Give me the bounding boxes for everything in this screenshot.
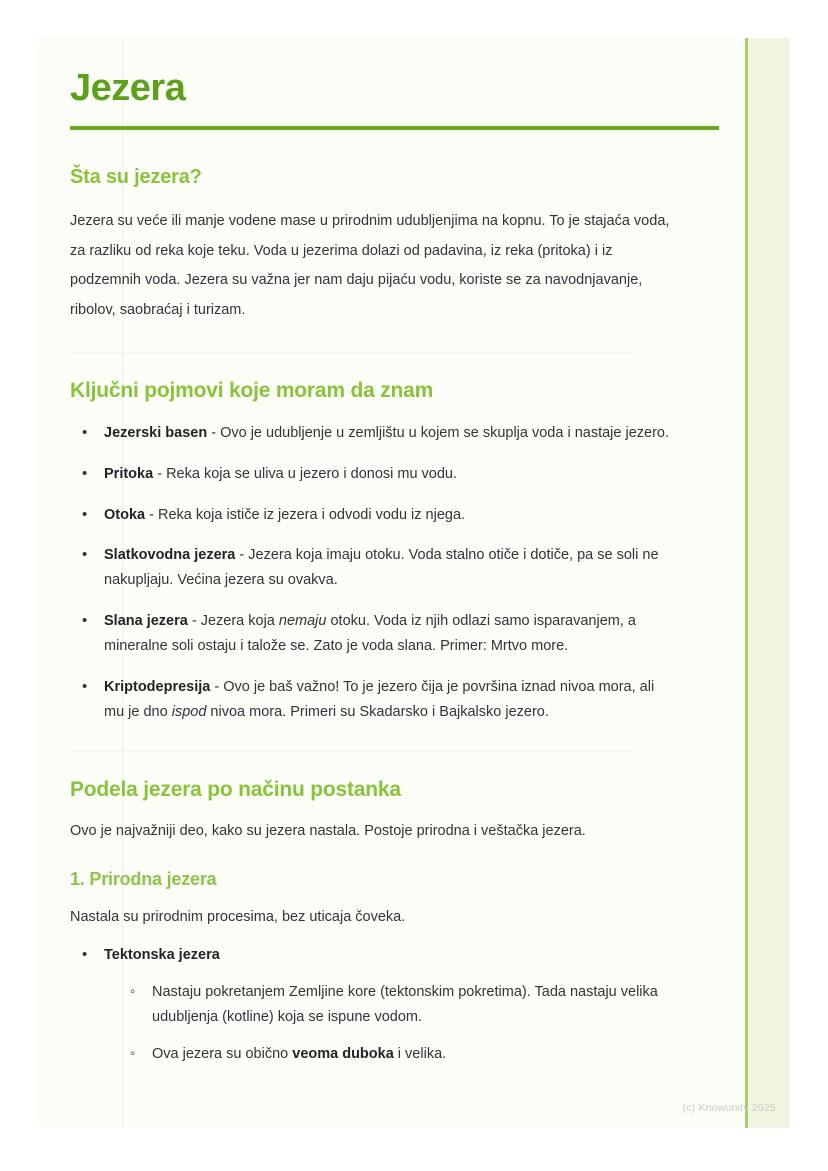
document-page: [36, 38, 790, 1128]
document-content: [70, 38, 670, 1083]
heading-prirodna-jezera: 1. Prirodna jezera: [70, 869, 217, 890]
heading-kljucni-pojmovi: Ključni pojmovi koje moram da znam: [70, 378, 434, 402]
list-item: [80, 543, 670, 593]
term-text-after: nivoa mora. Primeri su Skadarsko i Bajkalsko jezero.: [206, 704, 549, 721]
list-item: [80, 462, 670, 487]
term-label: Jezerski basen: [104, 424, 208, 441]
natural-lakes-list: [80, 943, 670, 1067]
nested-text: Nastaju pokretanjem Zemljine kore (tektonskim pokretima). Tada nastaju velika udubljenja (kotline) koja se ispune vodom.: [152, 984, 658, 1026]
term-label: Kriptodepresija: [104, 679, 211, 696]
term-text: Reka koja ističe iz jezera i odvodi vodu iz njega.: [157, 506, 466, 523]
heading-podela-jezera: Podela jezera po načinu postanka: [70, 778, 401, 802]
term-dash: -: [235, 547, 249, 564]
heading-sta-su-jezera: Šta su jezera?: [70, 165, 202, 188]
term-dash: -: [207, 424, 221, 441]
term-dash: -: [145, 506, 158, 523]
nested-list: [130, 980, 670, 1067]
copyright-watermark: (c) Knowunity 2025: [682, 1102, 776, 1114]
spacer: [70, 843, 670, 869]
list-item: [130, 1042, 670, 1067]
section-divider-2: [70, 751, 636, 752]
accent-band: [748, 38, 790, 1128]
subsection-paragraph: Nastala su prirodnim procesima, bez uticaja čoveka.: [70, 909, 406, 926]
term-text: Ovo je baš važno! To je jezero čija je površina iznad nivoa mora, ali mu je dno: [104, 679, 655, 721]
term-text: Jezera koja imaju otoku. Voda stalno otiče i dotiče, pa se soli ne nakupljaju. Većina jezera su ovakva.: [104, 547, 659, 589]
term-dash: -: [187, 613, 201, 630]
term-emphasis: ispod: [171, 704, 207, 721]
term-dash: -: [153, 465, 167, 482]
nested-text: Ova jezera su obično: [152, 1046, 293, 1063]
list-item: [80, 421, 670, 446]
nested-bold: veoma duboka: [292, 1046, 394, 1063]
spacer: [70, 929, 670, 943]
list-item: [80, 675, 670, 725]
list-item: [80, 943, 670, 1067]
term-label: Slatkovodna jezera: [104, 547, 236, 564]
term-text: Ovo je udubljenje u zemljištu u kojem se skuplja voda i nastaje jezero.: [220, 424, 670, 441]
nested-text-after: i velika.: [393, 1046, 447, 1063]
list-item: [80, 609, 670, 659]
list-item: [80, 503, 670, 528]
page-title: Jezera: [70, 67, 186, 109]
classification-paragraph: Ovo je najvažniji deo, kako su jezera nastala. Postoje prirodna i veštačka jezera.: [70, 823, 586, 840]
terms-list: [80, 421, 670, 725]
term-label: Slana jezera: [104, 613, 188, 630]
term-text: Reka koja se uliva u jezero i donosi mu vodu.: [166, 465, 458, 482]
term-dash: -: [210, 679, 224, 696]
list-item: [130, 980, 670, 1030]
section-divider-1: [70, 352, 636, 353]
title-divider: [70, 126, 719, 130]
intro-paragraph: Jezera su veće ili manje vodene mase u prirodnim udubljenjima na kopnu. To je stajaća voda, za razliku od reka koje teku. Voda u jezerima dolazi od padavina, iz reka (pritoka) i iz podzemnih voda. Jezera su važna jer nam daju pijaću vodu, koriste se za navodnjavanje, ribolov, saobraćaj i turizam.: [70, 212, 670, 318]
accent-line: [745, 38, 748, 1128]
term-emphasis: nemaju: [278, 613, 327, 630]
term-text: Jezera koja: [200, 613, 279, 630]
term-text-after: otoku. Voda iz njih odlazi samo isparavanjem, a mineralne soli ostaju i talože se. Zato je voda slana. Primer: Mrtvo more.: [104, 613, 636, 655]
term-label: Otoka: [104, 506, 146, 523]
term-label: Tektonska jezera: [104, 947, 220, 964]
term-label: Pritoka: [104, 465, 154, 482]
